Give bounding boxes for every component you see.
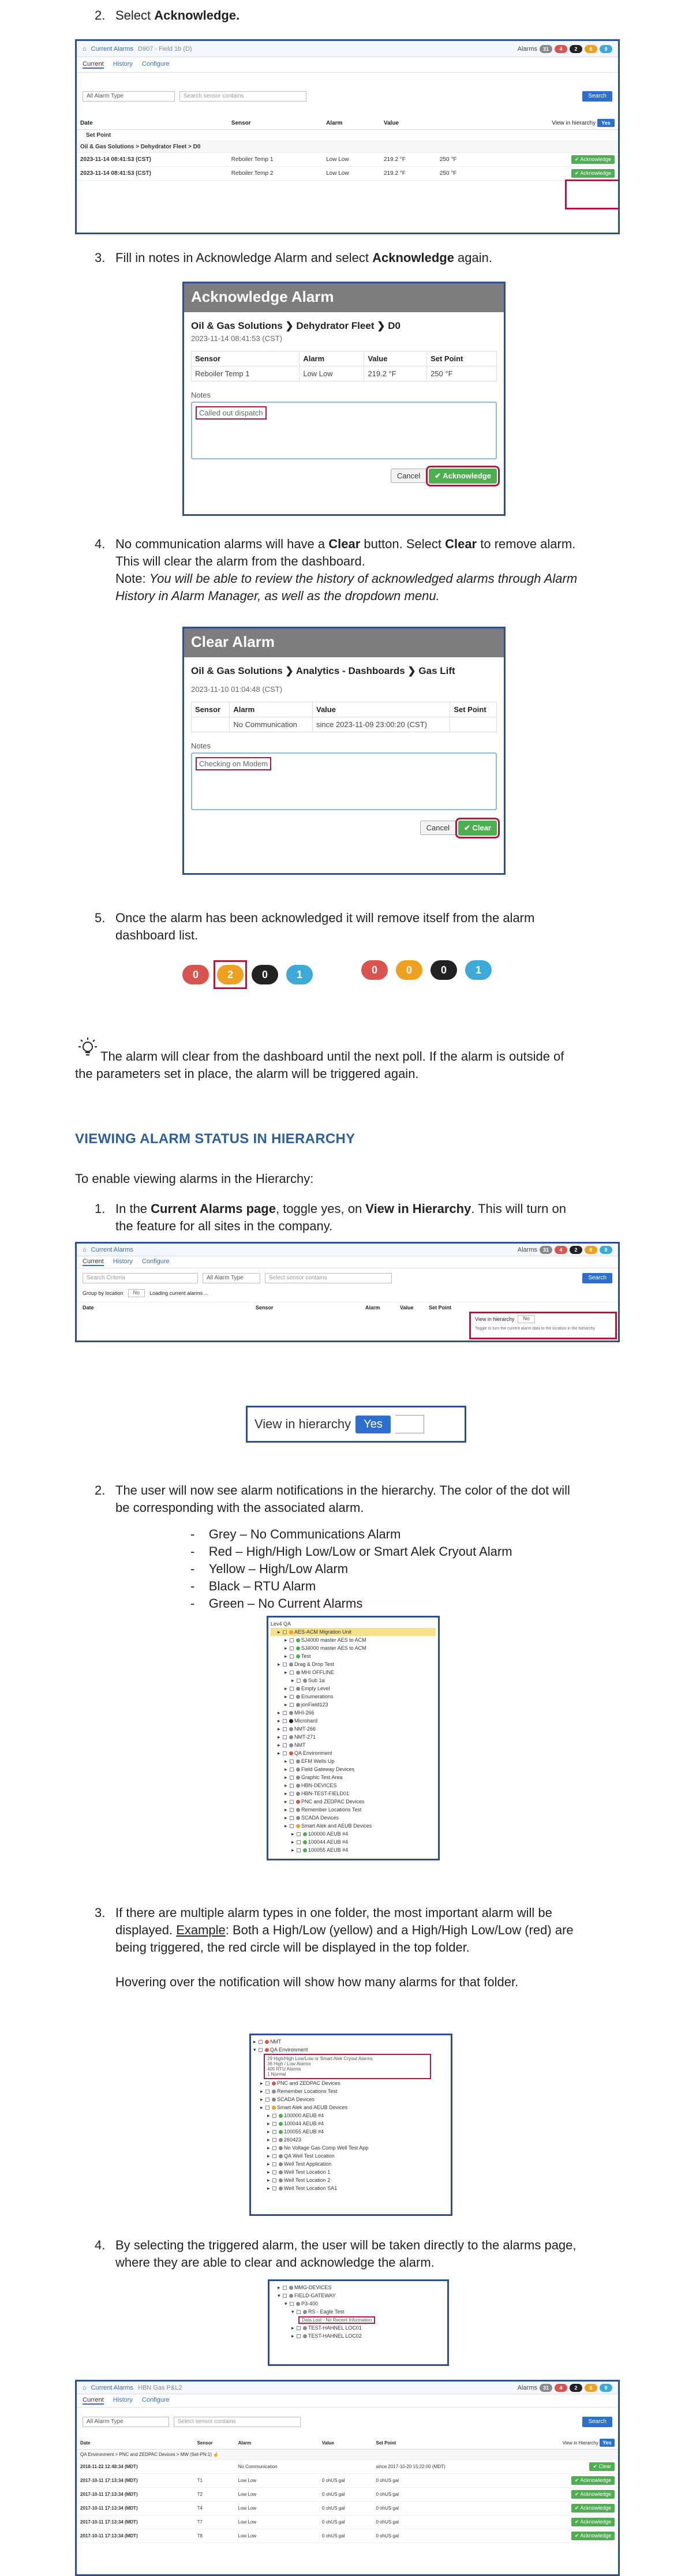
tree-row[interactable]: ▸ Test (285, 1653, 311, 1659)
tree-label: Enumerations (301, 1694, 334, 1699)
tree-row[interactable]: ▸ AES-ACM Migration Unit (271, 1628, 436, 1636)
red-count[interactable]: 4 (555, 2384, 567, 2392)
table-row: 2017-10-11 17:13:34 (MDT) T7 Low Low 0 ohUS gal 0 ohUS gal ✔ Acknowledge (77, 2515, 618, 2529)
alarm-dot (272, 2090, 276, 2094)
alarm-dot (279, 2154, 283, 2158)
blue-count[interactable]: 9 (600, 45, 612, 53)
tab-current[interactable]: Current (83, 61, 104, 68)
tree-row[interactable]: ▸ Well Test Location 1 (267, 2169, 331, 2175)
col-setpoint: Set Point (429, 1305, 452, 1311)
red-count[interactable]: 4 (555, 1246, 567, 1254)
tab-history[interactable]: History (113, 2397, 133, 2403)
tree-row[interactable]: ▸ No Voltage Gas Comp Well Test App (267, 2145, 369, 2151)
table-row: 2017-10-11 17:13:34 (MDT) T8 Low Low 0 ohUS gal 0 ohUS gal ✔ Acknowledge (77, 2529, 618, 2543)
alarm-dot (296, 1671, 300, 1675)
col-setpoint: Set Point (77, 130, 618, 141)
alarm-dot (279, 2186, 283, 2191)
step-text: In the Current Alarms page, toggle yes, on View in Hierarchy. This will turn on the feature for all sites in the company. (115, 1201, 566, 1233)
tree-row[interactable]: ▸ PNC and ZEDPAC Devices (260, 2080, 340, 2086)
alarm-dot (289, 1711, 293, 1715)
tree-row[interactable]: ▸ MHI OFFLINE (285, 1669, 335, 1675)
col-sensor: Sensor (256, 1305, 274, 1311)
tree-row[interactable]: ▸ HBN-DEVICES (285, 1783, 337, 1788)
tree-label: MHI OFFLINE (301, 1669, 335, 1675)
view-in-hierarchy-label: View in hierarchy (552, 120, 596, 126)
search-button[interactable]: Search (582, 2417, 612, 2427)
col-date: Date (83, 1305, 94, 1311)
col-value: Value (380, 117, 436, 130)
alarms-label: Alarms (517, 1246, 537, 1253)
red-count: 0 (361, 960, 388, 980)
tree-row[interactable]: ▸ SJ4000 master AES to ACM (285, 1637, 366, 1643)
alarm-dot (296, 1800, 300, 1804)
alarm-dot (296, 1792, 300, 1796)
alarm-dot (279, 2122, 283, 2126)
row-date: 2023-11-14 08:41:53 (CST) (77, 153, 228, 167)
acknowledge-alarm-modal (182, 282, 506, 516)
section-heading: VIEWING ALARM STATUS IN HIERARCHY (75, 1131, 355, 1147)
tip-text: The alarm will clear from the dashboard until the next poll. If the alarm is outside of the parameters set in place, the alarm will be triggered again. (75, 1049, 564, 1081)
alarm-dot (279, 2178, 283, 2182)
alarm-type-select[interactable]: All Alarm Type (203, 1273, 260, 1283)
red-count: 0 (182, 965, 209, 984)
step-number: 2. (95, 1483, 106, 1497)
tree-label: Lev4 QA (271, 1621, 291, 1627)
alarm-dot (296, 1638, 300, 1642)
red-count[interactable]: 4 (555, 45, 567, 53)
sensor-search-input[interactable]: Select sensor contains (265, 1273, 392, 1283)
tree-row[interactable]: ▸ Field Gateway Devices (285, 1766, 355, 1772)
black-count[interactable]: 2 (570, 45, 582, 53)
tooltip-data-lost[interactable]: Data Lost - No Recent Information (298, 2316, 375, 2324)
tree-label: 100044 AEUB #4 (308, 1839, 349, 1845)
table-row: 2017-10-11 17:13:34 (MDT) T4 Low Low 0 ohUS gal 0 ohUS gal ✔ Acknowledge (77, 2502, 618, 2515)
acknowledge-button[interactable]: ✔ Acknowledge (429, 469, 497, 484)
toggle-label: View in hierarchy (254, 1417, 351, 1431)
tree-row[interactable]: ▾ QA Environment (253, 2047, 308, 2053)
highlight-box (214, 960, 247, 989)
tree-label: AES-ACM Migration Unit (294, 1629, 352, 1635)
tree-row[interactable]: ▸ Enumerations (285, 1694, 334, 1699)
yellow-count: 2 (217, 965, 244, 984)
tree-row[interactable] (271, 1620, 436, 1628)
row-alarm: Low Low (323, 153, 380, 167)
alarm-dot (296, 1784, 300, 1788)
tab-configure[interactable]: Configure (141, 61, 170, 68)
step-number: 5. (95, 911, 106, 925)
alarm-dot (303, 1832, 307, 1836)
tree-label: QA Environment (294, 1750, 332, 1756)
tree-label: 100000 AEUB #4 (308, 1831, 349, 1837)
acknowledge-button[interactable]: ✔ Acknowledge (571, 169, 615, 178)
home-icon[interactable]: ⌂ (83, 45, 87, 53)
alarm-dot (296, 1824, 300, 1828)
blue-count[interactable]: 9 (600, 2384, 612, 2392)
tree-label: SJ4000 master AES to ACM (301, 1645, 366, 1651)
tree-row[interactable]: ▸ EFM Wells Up (285, 1758, 335, 1764)
alarm-detail-table: Sensor Alarm Value Set Point No Communication since 2023-11-09 23:00:20 (CST) (191, 702, 497, 732)
tree-row[interactable]: ▸ NMT (278, 1742, 306, 1748)
tree-label: Smart Alek and AEUB Devices (277, 2105, 348, 2110)
tree-row[interactable]: ▸ 100044 AEUB #4 (267, 2121, 324, 2126)
alarm-dot (289, 1727, 293, 1731)
acknowledge-button[interactable]: ✔ Acknowledge (571, 2504, 615, 2513)
blue-count: 1 (286, 965, 313, 984)
tree-label: Remember Locations Test (277, 2088, 338, 2094)
hierarchy-tree-3: ▸ MMG-DEVICES ▾ FIELD-GATEWAY ▾ P3-400 ▾ RS - Eagle Test Data Lost - No Recent Information ▸ TEST-HAHNEL LOC01 ▸ TEST-HAHNEL LOC02 (268, 2279, 449, 2366)
tab-configure[interactable]: Configure (141, 1258, 170, 1265)
group-row: QA Environment > PNC and ZEDPAC Devices > MW (Set-PN:1) ☝ (77, 2450, 618, 2460)
alarm-detail-table: Sensor Alarm Value Set Point Reboiler Temp 1 Low Low 219.2 °F 250 °F (191, 351, 497, 381)
yellow-count[interactable]: 6 (585, 45, 597, 53)
alarm-date: 2023-11-14 08:41:53 (CST) (191, 334, 283, 343)
black-count: 0 (431, 960, 457, 980)
tab-current[interactable]: Current (83, 1258, 104, 1265)
sensor-search-input[interactable]: Select sensor contains (174, 2417, 301, 2427)
tree-label: SCADA Devices (301, 1815, 339, 1821)
tree-row[interactable]: ▸ SCADA Devices (260, 2096, 315, 2102)
tree-row[interactable]: ▸ HBN-TEST-FIELD01 (285, 1791, 350, 1796)
tree-label: Test (301, 1653, 311, 1659)
home-icon[interactable]: ⌂ (83, 1246, 87, 1253)
acknowledge-button[interactable]: ✔ Acknowledge (571, 2518, 615, 2526)
current-alarms-screenshot (75, 39, 620, 234)
hierarchy-tree-2 (249, 2034, 452, 2216)
current-alarms-screenshot-3 (75, 2380, 620, 2576)
tree-label: PNC and ZEDPAC Devices (277, 2080, 340, 2086)
step-text: Select Acknowledge. (115, 8, 240, 23)
hierarchy-tree-1 (267, 1616, 440, 1860)
tree-row[interactable]: ▸ jonField123 (285, 1702, 328, 1708)
tree-row[interactable]: ▸ 260423 (267, 2137, 302, 2143)
col-blank (436, 117, 483, 130)
tree-label: HBN-DEVICES (301, 1783, 337, 1788)
tree-row[interactable]: ▸ QA Well Test Location (267, 2153, 335, 2159)
alarm-type-select[interactable]: All Alarm Type (83, 91, 175, 102)
tree-row[interactable]: ▸ NMT-271 (278, 1734, 316, 1740)
legend-green: Green – No Current Alarms (208, 1596, 363, 1611)
tree-label: Sub 1a (308, 1678, 325, 1683)
black-count: 0 (252, 965, 278, 984)
step-text: By selecting the triggered alarm, the user will be taken directly to the alarms page, where they are able to clear and acknowledge the alarm. (115, 2238, 577, 2270)
tree-label: SJ4000 master AES to ACM (301, 1637, 366, 1643)
cancel-button[interactable]: Cancel (391, 469, 426, 483)
grey-count[interactable]: 31 (540, 45, 552, 53)
tree-row[interactable]: ▸ MHI-266 (278, 1710, 315, 1716)
table-row (77, 153, 618, 167)
alarm-dot (296, 1808, 300, 1812)
tree-label: MHI-266 (294, 1710, 315, 1716)
alarm-dot (279, 2146, 283, 2150)
hierarchy-toggle[interactable]: Yes (597, 119, 615, 127)
alarm-dot (296, 1646, 300, 1650)
step-number: 2. (95, 8, 106, 23)
modal-title: Acknowledge Alarm (184, 283, 504, 312)
tree-label: Field Gateway Devices (301, 1766, 355, 1772)
tooltip: Toggle to turn the current alarm data to the location in the hierarchy (475, 1327, 596, 1331)
yellow-count: 0 (396, 960, 422, 980)
location-path: Oil & Gas Solutions ❯ Analytics - Dashboards ❯ Gas Lift (191, 665, 455, 676)
col-alarm: Alarm (365, 1305, 380, 1311)
alarm-dot (272, 2081, 276, 2085)
cursor-icon: ☝ (213, 2452, 219, 2457)
tree-row[interactable]: ▸ Graphic Test Area (285, 1774, 343, 1780)
counters-before (173, 960, 323, 991)
tree-label: Well Test Location SA1 (284, 2185, 338, 2191)
black-count[interactable]: 2 (570, 2384, 582, 2392)
alarm-dot (289, 1735, 293, 1739)
alarm-counters (518, 45, 612, 53)
yellow-count[interactable]: 6 (585, 1246, 597, 1254)
tree-label: EFM Wells Up (301, 1758, 335, 1764)
alarm-dot (303, 1848, 307, 1852)
col-alarm: Alarm (323, 117, 380, 130)
tree-row[interactable]: ▸ SCADA Devices (285, 1815, 339, 1821)
tree-row[interactable]: ▸ NMT (253, 2039, 282, 2045)
modal-title: Clear Alarm (184, 628, 504, 657)
tree-label: SCADA Devices (277, 2096, 315, 2102)
step-number: 3. (95, 250, 106, 265)
tree-row[interactable]: ▸ 100055 AEUB #4 (291, 1847, 349, 1853)
notes-value: Called out dispatch (196, 406, 267, 420)
alarm-dot (296, 1687, 300, 1691)
alarm-dot (279, 2130, 283, 2134)
highlight-box (565, 179, 620, 209)
tree-row[interactable]: ▸ Well Test Application (267, 2161, 332, 2167)
tree-row[interactable]: ▸ Smart Alek and AEUB Devices (260, 2105, 348, 2110)
tree-row[interactable]: ▸ 100000 AEUB #4 (291, 1831, 349, 1837)
tree-label: Empty Level (301, 1686, 330, 1691)
tree-row[interactable]: ▸ Remember Locations Test (260, 2088, 338, 2094)
tree-row[interactable]: ▸ PNC and ZEDPAC Devices (285, 1799, 365, 1804)
tab-history[interactable]: History (113, 1258, 133, 1265)
group-row: Oil & Gas Solutions > Dehydrator Fleet > D0 (77, 141, 618, 153)
cancel-button[interactable]: Cancel (420, 821, 456, 835)
intro-text: To enable viewing alarms in the Hierarchy: (75, 1171, 314, 1186)
tree-label: 100044 AEUB #4 (284, 2121, 324, 2126)
row-alarm: Low Low (323, 167, 380, 181)
step-number: 4. (95, 537, 106, 551)
tree-label: Graphic Test Area (301, 1774, 343, 1780)
loading-text: Loading current alarms ... (149, 1290, 209, 1296)
tree-label: Well Test Location 1 (284, 2169, 331, 2175)
tree-label: Remember Locations Test (301, 1807, 362, 1813)
legend-yellow: Yellow – High/Low Alarm (208, 1562, 349, 1576)
tree-row[interactable]: ▸ 100044 AEUB #4 (291, 1839, 349, 1845)
legend-list: - Grey – No Communications Alarm - Red – High/High Low/Low or Smart Alek Cryout Alarm - Yellow – High/Low Alarm - Black – RTU Alarm - Green – No Current Alarms (190, 1527, 512, 1611)
breadcrumb[interactable]: Current Alarms (91, 45, 134, 53)
tree-row[interactable]: ▸ SJ4000 master AES to ACM (285, 1645, 366, 1651)
row-value: 219.2 °F (380, 167, 436, 181)
tree-label: 100055 AEUB #4 (308, 1847, 349, 1853)
alarm-dot (289, 1743, 293, 1747)
notes-field[interactable] (191, 752, 497, 810)
breadcrumb[interactable]: Current Alarms (91, 2384, 134, 2391)
blue-count: 1 (465, 960, 492, 980)
clear-button[interactable]: ✔ Clear (589, 2462, 615, 2471)
col-value: Value (400, 1305, 414, 1311)
tree-row[interactable]: ▸ 100055 AEUB #4 (267, 2129, 324, 2135)
view-in-hierarchy-label: View in hierarchy (475, 1316, 515, 1322)
alarm-dot (279, 2138, 283, 2142)
acknowledge-button[interactable]: ✔ Acknowledge (571, 155, 615, 164)
alarms-table (77, 117, 618, 181)
col-date: Date (77, 117, 228, 130)
notes-field[interactable] (191, 402, 497, 459)
tree-row[interactable]: ▸ 100000 AEUB #4 (267, 2113, 324, 2118)
step-number: 4. (95, 2238, 106, 2252)
tree-row[interactable]: ▸ Remember Locations Test (285, 1807, 362, 1813)
row-setpoint: 250 °F (436, 153, 483, 167)
alarm-dot (272, 2098, 276, 2102)
tree-label: QA Well Test Location (284, 2153, 335, 2159)
alarm-dot (296, 1816, 300, 1820)
step-number: 1. (95, 1201, 106, 1216)
tree-row[interactable]: ▸ Well Test Location SA1 (267, 2185, 338, 2191)
yellow-count[interactable]: 6 (585, 2384, 597, 2392)
tree-row[interactable]: ▸ QA Environment (278, 1750, 332, 1756)
alarm-dot (289, 1719, 293, 1723)
legend-grey: Grey – No Communications Alarm (208, 1527, 401, 1541)
alarm-dot (279, 2114, 283, 2118)
step-text: If there are multiple alarm types in one folder, the most important alarm will be displayed. Example: Both a High/Low (yellow) and a High/High Low/Low (red) are being triggered, the red circle will be displayed in the top folder. Hovering over the notification will show how many alarms for that folder. (115, 1905, 574, 1989)
search-button[interactable]: Search (582, 1273, 612, 1283)
tree-label: jonField123 (301, 1702, 328, 1708)
row-sensor: Reboiler Temp 2 (228, 167, 323, 181)
alarm-dot (303, 1840, 307, 1844)
tab-configure[interactable]: Configure (141, 2397, 170, 2403)
alarm-dot (296, 1759, 300, 1763)
notes-label: Notes (191, 391, 211, 399)
tab-current[interactable]: Current (83, 2397, 104, 2403)
counters-after (361, 956, 511, 987)
tree-label: No Voltage Gas Comp Well Test App (284, 2145, 369, 2151)
tree-label: NMT-266 (294, 1726, 316, 1732)
tree-label: 260423 (284, 2137, 302, 2143)
grey-count[interactable]: 31 (540, 2384, 552, 2392)
tree-label: NMT (294, 1742, 306, 1748)
legend-black: Black – RTU Alarm (208, 1579, 316, 1593)
tree-label: Microhard (294, 1718, 318, 1724)
toggle-yes[interactable]: Yes (355, 1416, 391, 1433)
search-criteria-input[interactable]: Search Criteria (83, 1273, 198, 1283)
alarm-dot (289, 1751, 293, 1755)
acknowledge-button[interactable]: ✔ Acknowledge (571, 2532, 615, 2540)
alarms-table: Date Sensor Alarm Value Set Point View in Hierarchy Yes QA Environment > PNC and ZEDPAC Devices > MW (Set-PN:1) ☝ 2018-11-22 12:48:34 (MDT) No Communication since 2017-10-20 15:22:00 (MDT) ✔ Clear 2017-10-11 17:13:34 (MDT) T1 Low Low 0 ohUS gal 0 ohUS gal ✔ Acknowledge 2017-10-11 17:13:34 (MDT) T2 Low Low 0 ohUS gal 0 ohUS gal ✔ Acknowledge 2017-10-11 17:13:34 (MDT) T4 Low Low 0 ohUS gal 0 ohUS gal ✔ Acknowledge 2017-10-11 17:13:34 (MDT) T7 Low Low 0 ohUS gal 0 ohUS gal ✔ Acknowledge 2017-10-11 17:13:34 (MDT) T8 Low Low 0 ohUS gal 0 ohUS gal ✔ Acknowledge (77, 2436, 618, 2543)
alarm-count-tooltip: 29 High/High Low/Low or Smart Alek Cryout Alarms 36 High / Low Alarms 405 RTU Alarms 1 Normal (264, 2054, 431, 2079)
alarm-dot (296, 1703, 300, 1707)
notes-label: Notes (191, 742, 211, 750)
table-row (77, 167, 618, 181)
tree-label: PNC and ZEDPAC Devices (301, 1799, 365, 1804)
view-in-hierarchy-toggle (246, 1406, 466, 1443)
row-value: 219.2 °F (380, 153, 436, 167)
table-row: 2018-11-22 12:48:34 (MDT) No Communication since 2017-10-20 15:22:00 (MDT) ✔ Clear (77, 2460, 618, 2474)
alarm-dot (279, 2170, 283, 2174)
tree-label: HBN-TEST-FIELD01 (301, 1791, 350, 1796)
col-sensor: Sensor (228, 117, 323, 130)
legend-red: Red – High/High Low/Low or Smart Alek Cryout Alarm (208, 1544, 512, 1559)
acknowledge-button[interactable]: ✔ Acknowledge (571, 2476, 615, 2485)
alarm-dot (289, 1663, 293, 1667)
app-header (77, 41, 618, 57)
alarm-dot (296, 1776, 300, 1780)
grey-count[interactable]: 31 (540, 1246, 552, 1254)
tree-label: 100055 AEUB #4 (284, 2129, 324, 2135)
tree-label: 100000 AEUB #4 (284, 2113, 324, 2118)
home-icon[interactable]: ⌂ (83, 2384, 87, 2391)
hierarchy-toggle[interactable]: No (518, 1315, 535, 1323)
tree-row[interactable]: ▸ Smart Alek and AEUB Devices (285, 1823, 372, 1829)
alarm-type-select[interactable]: All Alarm Type (83, 2417, 169, 2427)
alarm-tabs (77, 57, 618, 73)
tree-row[interactable]: ▸ Sub 1a (291, 1678, 325, 1683)
tree-label: Drag & Drop Test (294, 1661, 334, 1667)
view-in-hierarchy (483, 117, 618, 130)
alarm-dot (272, 2106, 276, 2110)
acknowledge-button[interactable]: ✔ Acknowledge (571, 2490, 615, 2499)
table-row: 2017-10-11 17:13:34 (MDT) T2 Low Low 0 ohUS gal 0 ohUS gal ✔ Acknowledge (77, 2488, 618, 2502)
group-by-label: Group by location (83, 1290, 123, 1296)
tree-row[interactable]: ▸ Drag & Drop Test (278, 1661, 334, 1667)
sensor-search-input[interactable]: Search sensor contains (179, 91, 306, 102)
alarms-label: Alarms (517, 2384, 537, 2391)
tree-label: Smart Alek and AEUB Devices (301, 1823, 372, 1829)
tree-row[interactable]: ▸ NMT-266 (278, 1726, 316, 1732)
tab-history[interactable]: History (113, 61, 133, 68)
step-text: No communication alarms will have a Clear button. Select Clear to remove alarm. This will clear the alarm from the dashboard. Note: You will be able to review the history of acknowledged alarms through Alarm History in Alarm Manager, as well as the dropdown menu. (115, 537, 578, 603)
tree-label: NMT-271 (294, 1734, 316, 1740)
alarm-dot (296, 1768, 300, 1772)
search-button[interactable]: Search (582, 91, 612, 102)
tree-row[interactable]: ▸ Microhard (278, 1718, 318, 1724)
alarm-date: 2023-11-10 01:04:48 (CST) (191, 685, 283, 694)
alarm-dot (279, 2162, 283, 2166)
step-text: Fill in notes in Acknowledge Alarm and select Acknowledge again. (115, 250, 492, 265)
tree-row[interactable]: ▸ Well Test Location 2 (267, 2177, 331, 2183)
alarm-dot (303, 1679, 307, 1683)
step-number: 3. (95, 1905, 106, 1920)
row-date: 2023-11-14 08:41:53 (CST) (77, 167, 228, 181)
alarm-dot (296, 1695, 300, 1699)
row-setpoint: 250 °F (436, 167, 483, 181)
breadcrumb-location: HBN Gas P&L2 (138, 2384, 182, 2391)
notes-value: Checking on Modem (196, 757, 271, 770)
tree-label: Well Test Application (284, 2161, 332, 2167)
tree-label: Well Test Location 2 (284, 2177, 331, 2183)
alarm-dot (289, 1630, 293, 1634)
step-text: Once the alarm has been acknowledged it will remove itself from the alarm dashboard list. (115, 911, 535, 942)
row-sensor: Reboiler Temp 1 (228, 153, 323, 167)
hierarchy-toggle[interactable]: Yes (600, 2439, 615, 2447)
filter-row (77, 84, 618, 108)
black-count[interactable]: 2 (570, 1246, 582, 1254)
alarms-label: Alarms (517, 45, 537, 53)
alarm-dot (296, 1654, 300, 1658)
breadcrumb[interactable]: Current Alarms (91, 1246, 134, 1253)
current-alarms-screenshot-2 (75, 1242, 620, 1342)
breadcrumb-location: D907 - Field 1b (D) (138, 45, 192, 53)
tree-row[interactable]: ▸ Empty Level (285, 1686, 330, 1691)
step-text: The user will now see alarm notifications in the hierarchy. The color of the dot will be corresponding with the associated alarm. (115, 1483, 570, 1515)
clear-alarm-modal (182, 627, 506, 875)
blue-count[interactable]: 9 (600, 1246, 612, 1254)
location-path: Oil & Gas Solutions ❯ Dehydrator Fleet ❯ D0 (191, 320, 400, 331)
table-row: 2017-10-11 17:13:34 (MDT) T1 Low Low 0 ohUS gal 0 ohUS gal ✔ Acknowledge (77, 2474, 618, 2488)
clear-button[interactable]: ✔ Clear (458, 821, 497, 836)
group-toggle[interactable]: No (128, 1289, 145, 1297)
